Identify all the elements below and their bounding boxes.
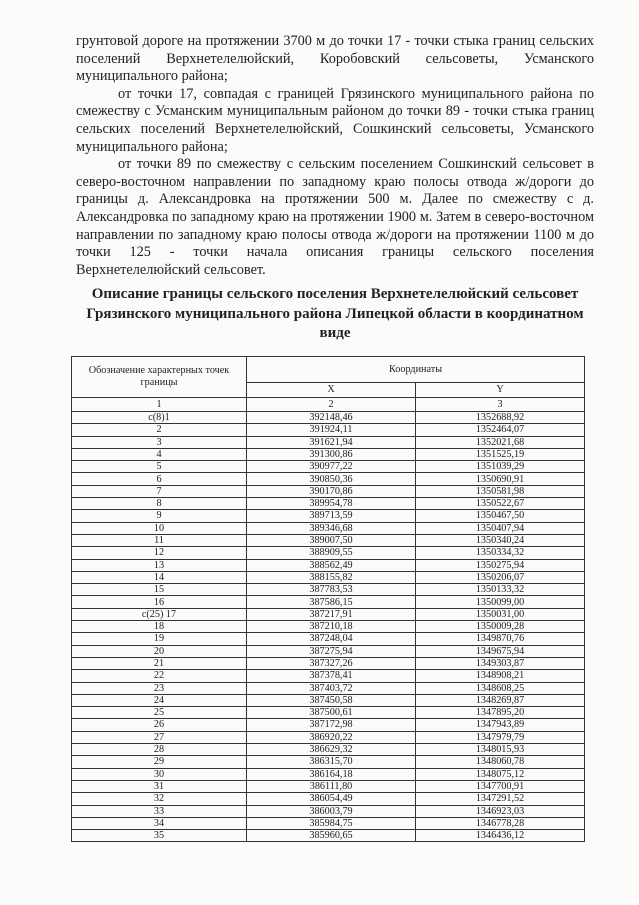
table-row: [72, 448, 585, 460]
point-cell: 19: [72, 633, 247, 645]
y-cell: 1350522,67: [416, 498, 585, 510]
y-cell: 1350133,32: [416, 584, 585, 596]
y-cell: 1352021,68: [416, 436, 585, 448]
table-row: [72, 657, 585, 669]
point-cell: 18: [72, 621, 247, 633]
x-cell: 386315,70: [247, 756, 416, 768]
y-cell: 1350340,24: [416, 534, 585, 546]
table-row: [72, 670, 585, 682]
table-row: [72, 596, 585, 608]
point-cell: с(8)1: [72, 412, 247, 424]
point-cell: 2: [72, 424, 247, 436]
point-cell: 9: [72, 510, 247, 522]
y-cell: 1350467,50: [416, 510, 585, 522]
paragraph: от точки 89 по смежеству с сельским поселением Сошкинский сельсовет в северо-восточном направлении по западному краю полосы отвода ж/дороги до границы д. Александровка на протяжении 500 м. Далее по смежеству с д. Александровка по западному краю на протяжении 1900 м. Затем в северо-восточном направлении по западному краю полосы отвода ж/дороги на протяжении 1100 м до точки 125 - точки начала описания границы сельского поселения Верхнетелелюйский сельсовет.: [76, 156, 594, 278]
table-row: [72, 473, 585, 485]
header-col-number: 1: [72, 398, 247, 412]
table-row: [72, 584, 585, 596]
x-cell: 391621,94: [247, 436, 416, 448]
x-cell: 390977,22: [247, 461, 416, 473]
y-cell: 1347979,79: [416, 731, 585, 743]
coordinates-table: [71, 356, 585, 842]
table-row: [72, 756, 585, 768]
x-cell: 387450,58: [247, 694, 416, 706]
point-cell: 31: [72, 780, 247, 792]
x-cell: 386920,22: [247, 731, 416, 743]
table-row: [72, 621, 585, 633]
x-cell: 387327,26: [247, 657, 416, 669]
x-cell: 391924,11: [247, 424, 416, 436]
y-cell: 1350334,32: [416, 547, 585, 559]
header-axis-x: X: [247, 382, 416, 397]
x-cell: 386054,49: [247, 793, 416, 805]
y-cell: 1346923,03: [416, 805, 585, 817]
table-row: [72, 522, 585, 534]
x-cell: 387248,04: [247, 633, 416, 645]
table-row: [72, 707, 585, 719]
table-body: [72, 412, 585, 842]
y-cell: 1352464,07: [416, 424, 585, 436]
y-cell: 1347291,52: [416, 793, 585, 805]
x-cell: 387500,61: [247, 707, 416, 719]
point-cell: 3: [72, 436, 247, 448]
x-cell: 387586,15: [247, 596, 416, 608]
point-cell: 33: [72, 805, 247, 817]
y-cell: 1350275,94: [416, 559, 585, 571]
table-row: [72, 461, 585, 473]
point-cell: 10: [72, 522, 247, 534]
y-cell: 1348060,78: [416, 756, 585, 768]
header-coordinates: Координаты: [247, 357, 585, 383]
header-col-number: 2: [247, 398, 416, 412]
table-row: [72, 633, 585, 645]
y-cell: 1346778,28: [416, 817, 585, 829]
point-cell: 4: [72, 448, 247, 460]
y-cell: 1350099,00: [416, 596, 585, 608]
table-row: [72, 498, 585, 510]
x-cell: 387210,18: [247, 621, 416, 633]
table-row: [72, 645, 585, 657]
point-cell: 5: [72, 461, 247, 473]
table-row: [72, 768, 585, 780]
table-row: [72, 412, 585, 424]
y-cell: 1348269,87: [416, 694, 585, 706]
y-cell: 1348908,21: [416, 670, 585, 682]
header-col-number: 3: [416, 398, 585, 412]
y-cell: 1346436,12: [416, 830, 585, 842]
x-cell: 387172,98: [247, 719, 416, 731]
point-cell: 27: [72, 731, 247, 743]
x-cell: 385960,65: [247, 830, 416, 842]
x-cell: 390170,86: [247, 485, 416, 497]
y-cell: 1347943,89: [416, 719, 585, 731]
header-point-designation: Обозначение характерных точек границы: [72, 357, 247, 398]
point-cell: 12: [72, 547, 247, 559]
x-cell: 387275,94: [247, 645, 416, 657]
y-cell: 1350206,07: [416, 571, 585, 583]
y-cell: 1349303,87: [416, 657, 585, 669]
header-axis-y: Y: [416, 382, 585, 397]
x-cell: 390850,36: [247, 473, 416, 485]
y-cell: 1348015,93: [416, 744, 585, 756]
point-cell: 26: [72, 719, 247, 731]
point-cell: 22: [72, 670, 247, 682]
point-cell: 23: [72, 682, 247, 694]
y-cell: 1351525,19: [416, 448, 585, 460]
point-cell: 6: [72, 473, 247, 485]
x-cell: 387403,72: [247, 682, 416, 694]
point-cell: 13: [72, 559, 247, 571]
x-cell: 388562,49: [247, 559, 416, 571]
table-row: [72, 571, 585, 583]
table-row: [72, 534, 585, 546]
table-row: [72, 731, 585, 743]
point-cell: 11: [72, 534, 247, 546]
point-cell: 34: [72, 817, 247, 829]
x-cell: 387378,41: [247, 670, 416, 682]
body-text: [76, 33, 594, 279]
table-row: [72, 608, 585, 620]
paragraph: от точки 17, совпадая с границей Грязинского муниципального района по смежеству с Усманским муниципальным районом до точки 89 - точки стыка границ сельских поселений Верхнетелелюйский, Сошкинский сельсоветы, Усманского муниципального района;: [76, 85, 594, 155]
table-row: [72, 780, 585, 792]
y-cell: 1352688,92: [416, 412, 585, 424]
y-cell: 1347700,91: [416, 780, 585, 792]
y-cell: 1351039,29: [416, 461, 585, 473]
table-row: [72, 485, 585, 497]
y-cell: 1348608,25: [416, 682, 585, 694]
point-cell: 30: [72, 768, 247, 780]
point-cell: 28: [72, 744, 247, 756]
y-cell: 1349675,94: [416, 645, 585, 657]
point-cell: 25: [72, 707, 247, 719]
x-cell: 389954,78: [247, 498, 416, 510]
table-header: [72, 357, 585, 412]
x-cell: 387217,91: [247, 608, 416, 620]
table-row: [72, 510, 585, 522]
point-cell: 14: [72, 571, 247, 583]
y-cell: 1350407,94: [416, 522, 585, 534]
point-cell: 35: [72, 830, 247, 842]
table-row: [72, 817, 585, 829]
point-cell: 8: [72, 498, 247, 510]
paragraph: грунтовой дороге на протяжении 3700 м до точки 17 - точки стыка границ сельских поселений Верхнетелелюйский, Коробовский сельсоветы, Усманского муниципального района;: [76, 33, 594, 85]
x-cell: 388155,82: [247, 571, 416, 583]
x-cell: 386164,18: [247, 768, 416, 780]
table-row: [72, 559, 585, 571]
table-row: [72, 805, 585, 817]
point-cell: 15: [72, 584, 247, 596]
table-row: [72, 830, 585, 842]
section-heading: Описание границы сельского поселения Верхнетелелюйский сельсовет Грязинского муниципального района Липецкой области в координатном виде: [86, 286, 584, 341]
table-row: [72, 436, 585, 448]
point-cell: 20: [72, 645, 247, 657]
table-row: [72, 793, 585, 805]
y-cell: 1349870,76: [416, 633, 585, 645]
table-row: [72, 547, 585, 559]
x-cell: 389713,59: [247, 510, 416, 522]
point-cell: с(25) 17: [72, 608, 247, 620]
y-cell: 1347895,20: [416, 707, 585, 719]
y-cell: 1350690,91: [416, 473, 585, 485]
table-row: [72, 744, 585, 756]
x-cell: 386629,32: [247, 744, 416, 756]
point-cell: 7: [72, 485, 247, 497]
x-cell: 389007,50: [247, 534, 416, 546]
x-cell: 389346,68: [247, 522, 416, 534]
point-cell: 29: [72, 756, 247, 768]
table-row: [72, 682, 585, 694]
x-cell: 386111,80: [247, 780, 416, 792]
x-cell: 387783,53: [247, 584, 416, 596]
y-cell: 1348075,12: [416, 768, 585, 780]
x-cell: 388909,55: [247, 547, 416, 559]
point-cell: 16: [72, 596, 247, 608]
y-cell: 1350581,98: [416, 485, 585, 497]
x-cell: 391300,86: [247, 448, 416, 460]
point-cell: 24: [72, 694, 247, 706]
x-cell: 392148,46: [247, 412, 416, 424]
x-cell: 386003,79: [247, 805, 416, 817]
point-cell: 21: [72, 657, 247, 669]
y-cell: 1350031,00: [416, 608, 585, 620]
point-cell: 32: [72, 793, 247, 805]
table-row: [72, 424, 585, 436]
table-row: [72, 694, 585, 706]
table-row: [72, 719, 585, 731]
x-cell: 385984,75: [247, 817, 416, 829]
y-cell: 1350009,28: [416, 621, 585, 633]
